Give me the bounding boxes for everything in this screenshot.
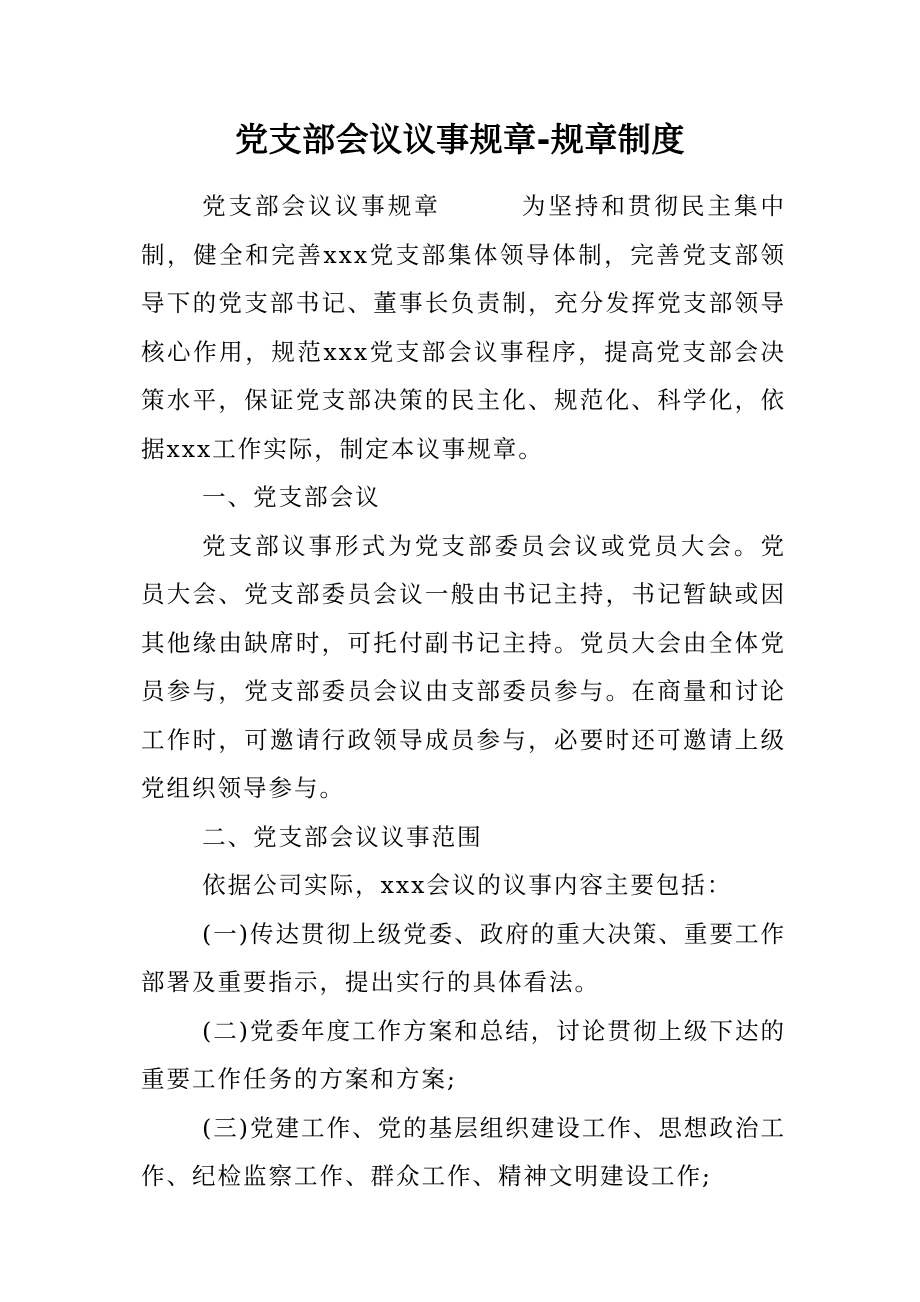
list-item: (二)党委年度工作方案和总结，讨论贯彻上级下达的重要工作任务的方案和方案; xyxy=(141,1016,786,1093)
intro-text: 为坚持和贯彻民主集中制，健全和完善xxx党支部集体领导体制，完善党支部领导下的党支部书记、董事长负责制，充分发挥党支部领导核心作用，规范xxx党支部会议事程序，提高党支部会决策水平，保证党支部决策的民主化、规范化、科学化，依据xxx工作实际，制定本议事规章。 xyxy=(141,192,787,463)
section-2-heading: 二、党支部会议议事范围 xyxy=(202,822,483,851)
intro-lead: 党支部会议议事规章 xyxy=(202,192,441,220)
section-1-heading: 一、党支部会议 xyxy=(202,483,381,511)
intro-paragraph xyxy=(141,182,786,473)
section-1-paragraph: 党支部议事形式为党支部委员会议或党员大会。党员大会、党支部委员会议一般由书记主持，书记暂缺或因其他缘由缺席时，可托付副书记主持。党员大会由全体党员参与，党支部委员会议由支部委员参与。在商量和讨论工作时，可邀请行政领导成员参与，必要时还可邀请上级党组织领导参与。 xyxy=(141,531,786,802)
document-body xyxy=(141,182,786,1201)
list-item: (三)党建工作、党的基层组织建设工作、思想政治工作、纪检监察工作、群众工作、精神文明建设工作; xyxy=(141,1113,786,1190)
list-item: (一)传达贯彻上级党委、政府的重大决策、重要工作部署及重要指示，提出实行的具体看法。 xyxy=(141,919,786,996)
document-title: 党支部会议议事规章-规章制度 xyxy=(235,120,685,159)
section-2-intro: 依据公司实际，xxx会议的议事内容主要包括： xyxy=(202,871,733,899)
